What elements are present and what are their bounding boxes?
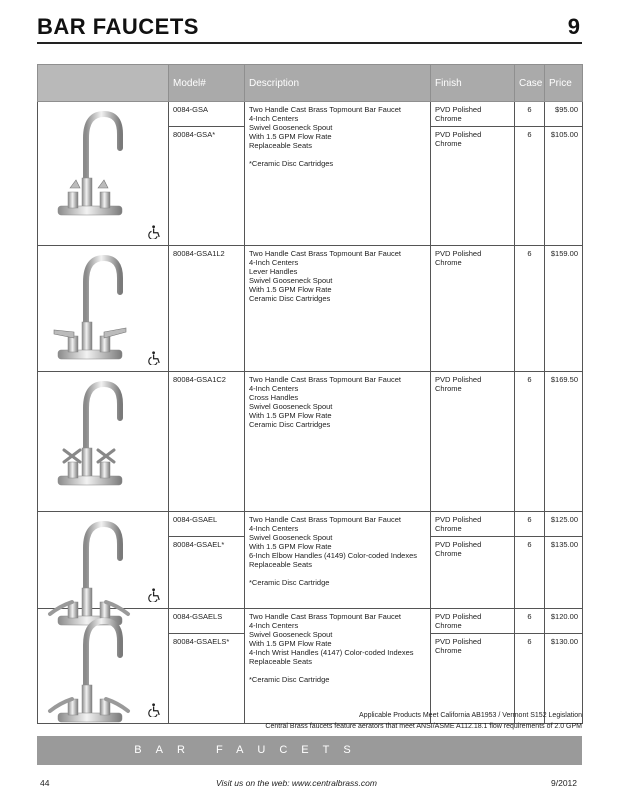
gooseneck-bar-faucet-wrist-handles-icon [46, 615, 132, 737]
table-row [38, 372, 583, 512]
case-quantity: 6 [515, 102, 545, 127]
product-image [38, 512, 139, 609]
price: $105.00 [545, 127, 583, 246]
section-band [37, 736, 582, 765]
table-row [38, 102, 583, 127]
case-quantity: 6 [515, 634, 545, 724]
column-header-price: Price [545, 65, 583, 102]
description-line: Ceramic Disc Cartridges [249, 420, 331, 429]
wheelchair-accessible-icon [148, 588, 162, 602]
description-line: 6-Inch Elbow Handles (4149) Color-coded Indexes [249, 551, 418, 560]
description-line: Two Handle Cast Brass Topmount Bar Faucet [249, 105, 402, 114]
wheelchair-accessible-icon [148, 703, 162, 717]
image-column-header [38, 65, 169, 102]
description-line: *Ceramic Disc Cartridge [249, 578, 330, 587]
product-description [245, 246, 431, 372]
description-line: With 1.5 GPM Flow Rate [249, 639, 332, 648]
gooseneck-bar-faucet-blade-handles-icon [46, 108, 132, 230]
description-line: Cross Handles [249, 393, 299, 402]
model-number: 80084-GSA* [169, 127, 245, 246]
page-title: BAR FAUCETS [37, 14, 199, 39]
price: $95.00 [545, 102, 583, 127]
price: $130.00 [545, 634, 583, 724]
product-description [245, 372, 431, 512]
print-date: 9/2012 [551, 778, 577, 788]
wheelchair-accessible-icon [148, 351, 162, 365]
price: $169.50 [545, 372, 583, 512]
description-line: 4-Inch Wrist Handles (4147) Color-coded Indexes [249, 648, 414, 657]
description-line: Replaceable Seats [249, 560, 312, 569]
product-image [38, 609, 139, 724]
finish: PVD Polished Chrome [431, 634, 515, 724]
wheelchair-accessible-icon [148, 225, 162, 239]
description-line: Replaceable Seats [249, 141, 312, 150]
description-line [249, 150, 426, 159]
table-row [38, 512, 583, 537]
column-header-case: Case [515, 65, 545, 102]
product-image [38, 372, 139, 512]
website-link[interactable]: Visit us on the web: www.centralbrass.com [216, 778, 377, 788]
product-description [245, 609, 431, 724]
description-line: With 1.5 GPM Flow Rate [249, 542, 332, 551]
case-quantity: 6 [515, 512, 545, 537]
case-quantity: 6 [515, 537, 545, 609]
section-band-label: BAR FAUCETS [134, 744, 365, 756]
ada-cell [139, 512, 169, 609]
price: $159.00 [545, 246, 583, 372]
model-number: 80084-GSAEL* [169, 537, 245, 609]
description-line: Replaceable Seats [249, 657, 312, 666]
finish: PVD Polished Chrome [431, 609, 515, 634]
case-quantity: 6 [515, 372, 545, 512]
table-row [38, 246, 583, 372]
price: $125.00 [545, 512, 583, 537]
section-number: 9 [567, 14, 580, 39]
gooseneck-bar-faucet-cross-handles-icon [46, 378, 132, 500]
product-image [38, 246, 139, 372]
page-header [37, 14, 582, 44]
column-header-description: Description [245, 65, 431, 102]
finish: PVD Polished Chrome [431, 512, 515, 537]
description-line: Two Handle Cast Brass Topmount Bar Faucet [249, 375, 402, 384]
finish: PVD Polished Chrome [431, 246, 515, 372]
legislation-note: Applicable Products Meet California AB1953 / Vermont S152 Legislation [359, 712, 582, 719]
description-line: 4-Inch Centers [249, 384, 299, 393]
description-line: 4-Inch Centers [249, 258, 299, 267]
description-line: Lever Handles [249, 267, 298, 276]
description-line [249, 666, 426, 675]
description-line: Two Handle Cast Brass Topmount Bar Faucet [249, 249, 402, 258]
description-line [249, 569, 426, 578]
description-line: Swivel Gooseneck Spout [249, 533, 333, 542]
model-number: 0084-GSAELS [169, 609, 245, 634]
ada-cell [139, 246, 169, 372]
product-image [38, 102, 139, 246]
model-number: 0084-GSAEL [169, 512, 245, 537]
finish: PVD Polished Chrome [431, 372, 515, 512]
description-line: Swivel Gooseneck Spout [249, 276, 333, 285]
description-line: With 1.5 GPM Flow Rate [249, 132, 332, 141]
product-table [37, 64, 583, 724]
finish: PVD Polished Chrome [431, 102, 515, 127]
description-line: Two Handle Cast Brass Topmount Bar Faucet [249, 515, 402, 524]
description-line: With 1.5 GPM Flow Rate [249, 285, 332, 294]
table-row [38, 609, 583, 634]
finish: PVD Polished Chrome [431, 537, 515, 609]
column-header-model: Model# [169, 65, 245, 102]
price: $135.00 [545, 537, 583, 609]
product-description [245, 512, 431, 609]
description-line: With 1.5 GPM Flow Rate [249, 411, 332, 420]
price: $120.00 [545, 609, 583, 634]
gooseneck-bar-faucet-lever-handles-icon [46, 252, 132, 374]
page-number: 44 [40, 778, 50, 788]
description-line: Swivel Gooseneck Spout [249, 123, 333, 132]
ada-cell [139, 609, 169, 724]
description-line: 4-Inch Centers [249, 621, 299, 630]
description-line: Two Handle Cast Brass Topmount Bar Faucet [249, 612, 402, 621]
description-line: Swivel Gooseneck Spout [249, 402, 333, 411]
ada-cell [139, 102, 169, 246]
model-number: 80084-GSAELS* [169, 634, 245, 724]
case-quantity: 6 [515, 609, 545, 634]
description-line: Swivel Gooseneck Spout [249, 630, 333, 639]
model-number: 80084-GSA1L2 [169, 246, 245, 372]
case-quantity: 6 [515, 127, 545, 246]
finish: PVD Polished Chrome [431, 127, 515, 246]
model-number: 0084-GSA [169, 102, 245, 127]
table-header-row [38, 65, 583, 102]
case-quantity: 6 [515, 246, 545, 372]
product-description [245, 102, 431, 246]
description-line: Ceramic Disc Cartridges [249, 294, 331, 303]
header-rule [37, 42, 582, 44]
ada-cell [139, 372, 169, 512]
aerator-note: Central Brass faucets feature aerators that meet ANSI/ASME A112.18.1 flow requirements of 2.0 GPM [265, 723, 582, 730]
description-line: 4-Inch Centers [249, 524, 299, 533]
description-line: *Ceramic Disc Cartridges [249, 159, 334, 168]
description-line: *Ceramic Disc Cartridge [249, 675, 330, 684]
column-header-finish: Finish [431, 65, 515, 102]
model-number: 80084-GSA1C2 [169, 372, 245, 512]
description-line: 4-Inch Centers [249, 114, 299, 123]
